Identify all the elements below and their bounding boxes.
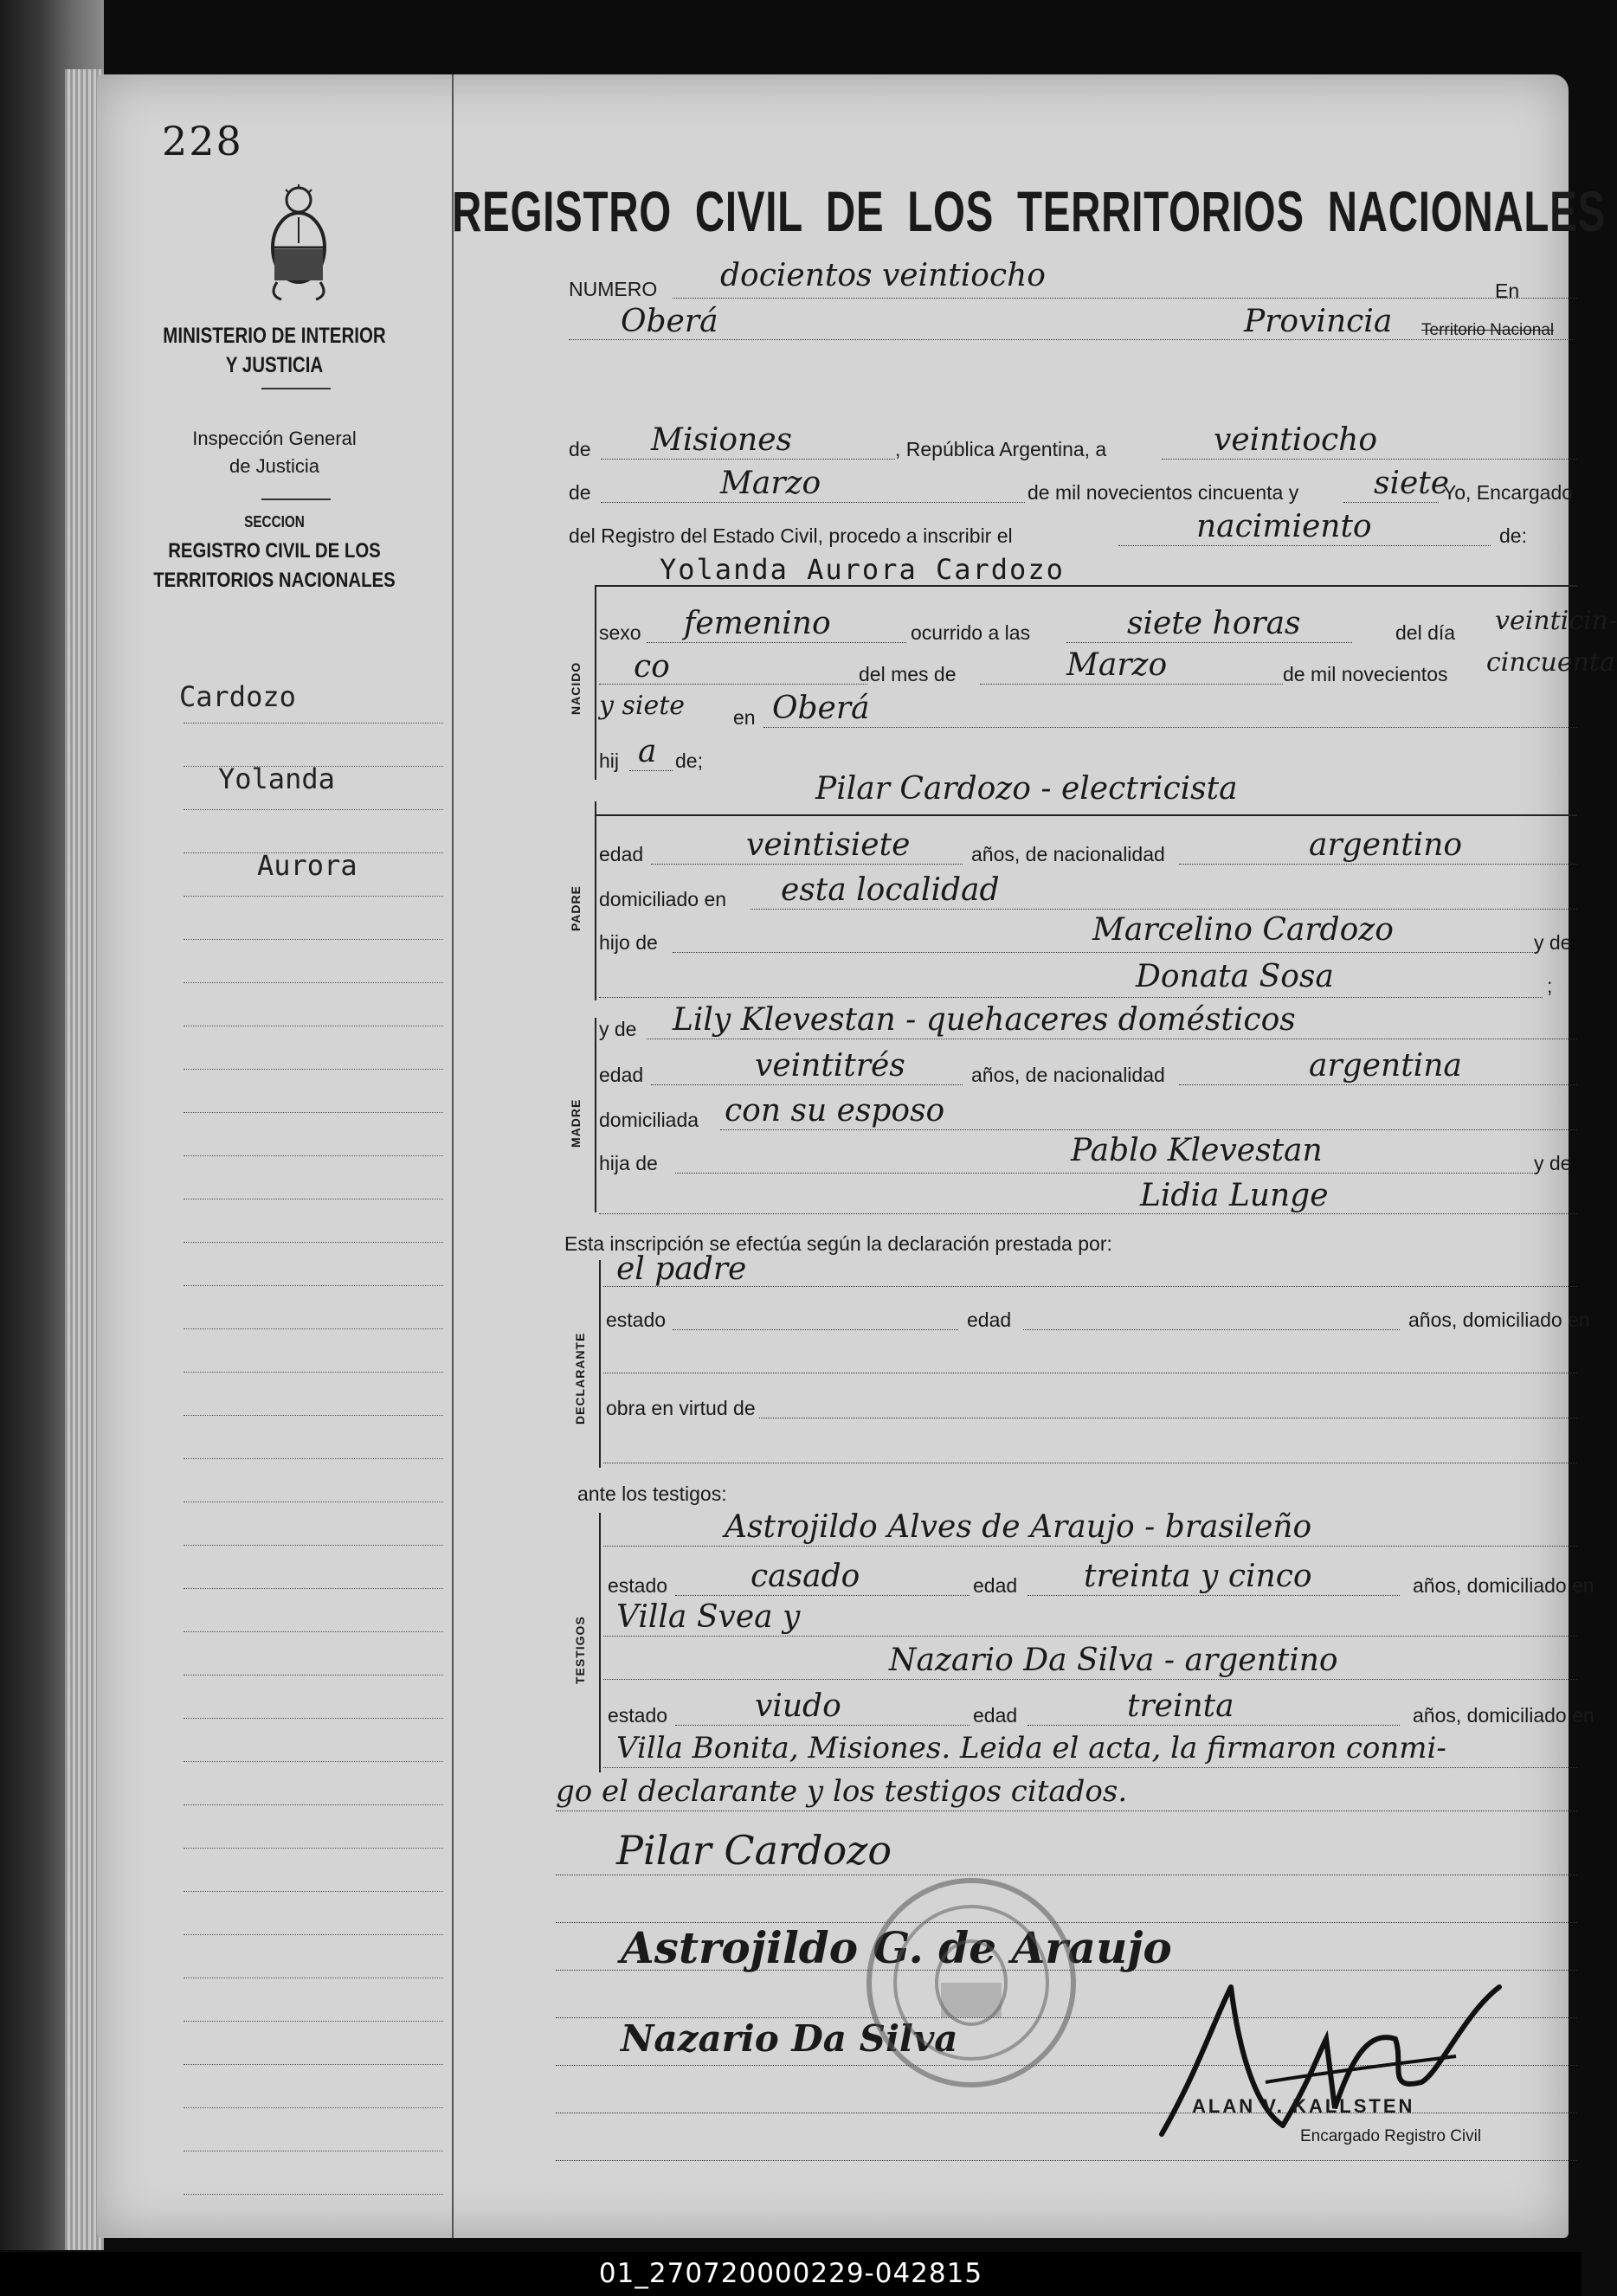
padre-edad-line [651, 864, 963, 865]
numero-label: NUMERO [569, 278, 658, 300]
mil-nov-text: de mil novecientos [1283, 663, 1448, 685]
y-de: y de [1534, 931, 1572, 954]
lugar-value: Oberá [772, 691, 870, 726]
place-value: Oberá [621, 304, 718, 339]
anio-value-2: y siete [599, 691, 686, 721]
province-value: Misiones [651, 422, 793, 458]
dia-value-2: co [634, 649, 670, 685]
image-id-footer: 01_270720000229-042815 [0, 2252, 1582, 2296]
child-name: Yolanda Aurora Cardozo [660, 553, 1065, 586]
registry-form [452, 74, 1617, 2238]
edad-label-2: edad [599, 1064, 644, 1086]
testigo-2: Nazario Da Silva - argentino [889, 1643, 1338, 1678]
madre-section-border [595, 1018, 596, 1212]
page-title: REGISTRO CIVIL DE LOS TERRITORIOS NACIONALES [452, 179, 1607, 243]
hij-label: hij [599, 749, 620, 772]
declarante-edad-line [1023, 1329, 1400, 1330]
inspection-name [97, 425, 452, 480]
section-line-3: TERRITORIOS NACIONALES [153, 569, 396, 592]
declarante-value: el padre [616, 1251, 747, 1287]
madre-dom-line [720, 1129, 1577, 1130]
republica-text: , República Argentina, a [895, 438, 1107, 460]
margin-surname: Cardozo [179, 680, 296, 713]
testigo1-line [603, 1546, 1577, 1547]
year-line [1343, 502, 1439, 503]
nacido-section-border [595, 585, 596, 780]
padre-name: Pilar Cardozo - electricista [815, 771, 1238, 807]
ocurrido-text: ocurrido a las [911, 621, 1031, 644]
day-value: veintiocho [1214, 422, 1378, 458]
act-value: nacimiento [1196, 509, 1372, 544]
madre-nac: argentina [1309, 1048, 1462, 1084]
t1-estado-line [675, 1595, 970, 1596]
left-margin-column [97, 74, 454, 2238]
mes-line [980, 684, 1283, 685]
milnov-text: de mil novecientos cincuenta y [1028, 481, 1299, 504]
ministry-line-2: Y JUSTICIA [225, 353, 324, 377]
margin-second-name: Aurora [257, 849, 358, 882]
domiciliado-en: domiciliado en [599, 888, 727, 910]
ministry-name [129, 321, 420, 380]
testigo-1: Astrojildo Alves de Araujo - brasileño [725, 1509, 1312, 1545]
t2-edad: treinta [1127, 1688, 1234, 1724]
de-label: de [569, 438, 591, 460]
estado-label: estado [606, 1309, 667, 1331]
t2-estado: viudo [755, 1688, 841, 1724]
obra-virtud: obra en virtud de [606, 1397, 756, 1419]
t2-dom-2: go el declarante y los testigos citados. [556, 1774, 1128, 1809]
ministry-line-1: MINISTERIO DE INTERIOR [163, 324, 386, 348]
numero-value: docientos veintiocho [720, 258, 1046, 293]
madre-name: Lily Klevestan - quehaceres domésticos [673, 1002, 1296, 1038]
closing-line [556, 1810, 1577, 1811]
testigos-label: TESTIGOS [573, 1616, 587, 1684]
t1-dom: Villa Svea y [616, 1599, 801, 1635]
anos-nac-text-2: años, de nacionalidad [971, 1064, 1165, 1086]
margin-lines [184, 680, 443, 2195]
t1-edad: treinta y cinco [1084, 1559, 1312, 1594]
section-name [124, 507, 426, 595]
en-label-2: en [733, 706, 756, 729]
dia-value-1: veinticin- [1495, 606, 1617, 636]
mes-value: Marzo [1066, 647, 1168, 683]
margin-first-name: Yolanda [218, 762, 335, 795]
padre-padres-line [673, 952, 1538, 953]
del-registro-text: del Registro del Estado Civil, procedo a inscribir el [569, 524, 1013, 547]
padre-dom-line [751, 909, 1577, 910]
t1-estado: casado [751, 1559, 860, 1594]
divider [261, 498, 331, 500]
del-dia-text: del día [1395, 621, 1456, 644]
en-label: En [1495, 280, 1520, 302]
de-label-2: de [569, 481, 591, 504]
padre-label: PADRE [569, 885, 583, 931]
declarante-line [603, 1286, 1577, 1287]
t2-dom-line [603, 1767, 1577, 1768]
divider [261, 388, 331, 389]
anos-dom-2: años, domiciliado en [1413, 1574, 1594, 1597]
de-semicolon: de; [675, 749, 703, 772]
year-value: siete [1374, 466, 1450, 501]
anos-dom-3: años, domiciliado en [1413, 1704, 1594, 1727]
de-colon: de: [1499, 524, 1527, 547]
estado-label-3: estado [608, 1704, 668, 1727]
nacido-label: NACIDO [569, 661, 583, 715]
signature-nazario: Nazario Da Silva [621, 2017, 958, 2060]
del-mes-text: del mes de [859, 663, 957, 685]
madre-padres-line [675, 1173, 1536, 1174]
hora-line [1066, 642, 1352, 643]
esta-inscripcion: Esta inscripción se efectúa según la declaración prestada por: [564, 1232, 1112, 1255]
province-line [601, 459, 895, 460]
provincia-value: Provincia [1244, 304, 1393, 339]
section-line-1: SECCION [244, 513, 305, 531]
month-value: Marzo [720, 466, 821, 501]
estado-label-2: estado [608, 1574, 668, 1597]
madre-edad-line [651, 1084, 963, 1085]
sexo-label: sexo [599, 621, 641, 644]
anio-value-1: cincuenta [1486, 647, 1615, 678]
hijo-de: hijo de [599, 931, 658, 954]
padre-padres-line-2 [599, 997, 1543, 998]
padre-nac-line [1179, 864, 1577, 865]
anos-dom: años, domiciliado en [1408, 1309, 1590, 1331]
madre-dom: con su esposo [725, 1093, 945, 1129]
madre-padres-line-2 [599, 1213, 1577, 1214]
padre-edad: veintisiete [746, 827, 911, 863]
act-line [1118, 545, 1491, 546]
domiciliada: domiciliada [599, 1109, 699, 1131]
t1-dom-line [603, 1636, 1577, 1637]
month-line [601, 502, 1025, 503]
padre-padres-2: Donata Sosa [1136, 959, 1334, 994]
padre-padres-1: Marcelino Cardozo [1092, 912, 1394, 948]
t2-estado-line [675, 1725, 970, 1726]
inspection-line-1: Inspección General [192, 428, 357, 449]
official-name: ALAN V. KALLSTEN [1192, 2095, 1415, 2117]
hij-line [629, 770, 673, 771]
declarante-estado-line [673, 1329, 958, 1330]
anos-nac-text: años, de nacionalidad [971, 843, 1165, 865]
lugar-line [763, 727, 1577, 728]
ante-testigos: ante los testigos: [577, 1482, 727, 1505]
signature-pilar: Pilar Cardozo [616, 1827, 892, 1874]
edad-label-5: edad [973, 1704, 1018, 1727]
register-page [97, 74, 1617, 2238]
y-de-2: y de [599, 1018, 637, 1040]
testigos-section-border [599, 1513, 601, 1772]
padre-nac: argentino [1309, 827, 1463, 863]
sexo-line [647, 642, 906, 643]
hij-value: a [638, 734, 657, 769]
territorio-struck: Territorio Nacional [1421, 321, 1555, 339]
section-line-2: REGISTRO CIVIL DE LOS [168, 539, 381, 563]
t1-edad-line [1028, 1595, 1400, 1596]
hora-value: siete horas [1127, 606, 1301, 641]
semicolon: ; [1547, 974, 1553, 997]
madre-label: MADRE [569, 1098, 583, 1148]
madre-padres-2: Lidia Lunge [1140, 1178, 1329, 1213]
page-number: 228 [162, 118, 243, 164]
hija-de: hija de [599, 1152, 658, 1174]
official-title: Encargado Registro Civil [1300, 2127, 1482, 2145]
madre-edad: veintitrés [755, 1048, 905, 1084]
declarante-section-border [599, 1260, 601, 1468]
testigo2-line [603, 1679, 1577, 1680]
day-line [1162, 459, 1577, 460]
y-de-3: y de [1534, 1152, 1572, 1174]
sexo-value: femenino [684, 606, 831, 641]
signature-astrojildo: Astrojildo G. de Araujo [621, 1922, 1172, 1973]
padre-top-rule [595, 814, 1577, 816]
padre-section-border [595, 801, 596, 1000]
inspection-line-2: de Justicia [229, 455, 319, 477]
numero-line [673, 298, 1577, 299]
declarante-label: DECLARANTE [573, 1332, 587, 1425]
padre-dom: esta localidad [781, 872, 1000, 908]
edad-label-4: edad [973, 1574, 1018, 1597]
t2-edad-line [1028, 1725, 1400, 1726]
t2-dom-1: Villa Bonita, Misiones. Leida el acta, la firmaron conmi- [616, 1731, 1446, 1765]
yo-encargado: Yo, Encargado [1443, 481, 1574, 504]
edad-label-3: edad [967, 1309, 1012, 1331]
official-stamp-icon [863, 1875, 1079, 2091]
edad-label: edad [599, 843, 644, 865]
madre-nac-line [1179, 1084, 1577, 1085]
madre-padres-1: Pablo Klevestan [1071, 1133, 1323, 1168]
